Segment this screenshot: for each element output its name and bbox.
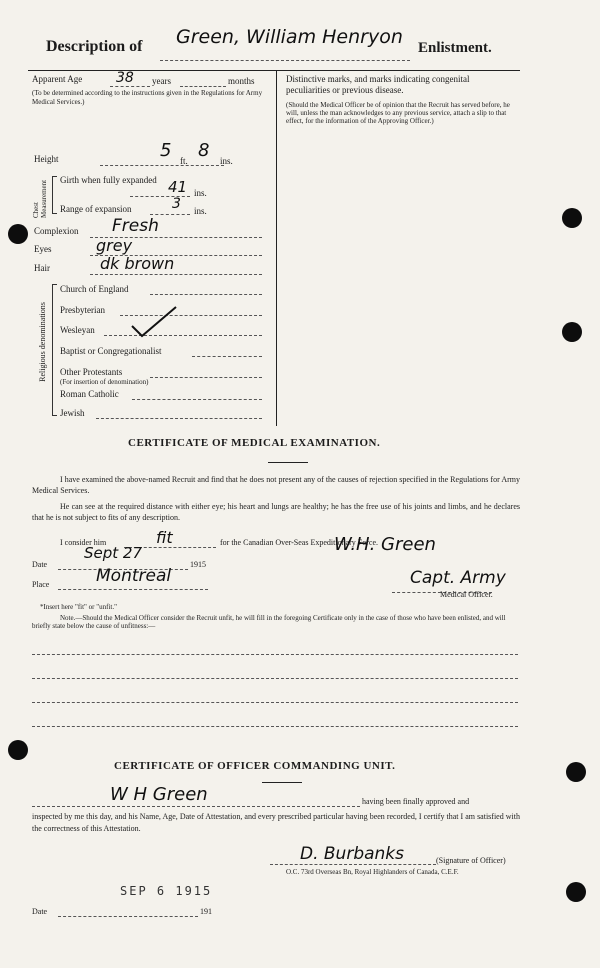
height-in-unit: ins. bbox=[220, 156, 233, 166]
punch-hole-right-3 bbox=[566, 762, 586, 782]
header-name-line bbox=[160, 60, 410, 61]
wesleyan-checkmark bbox=[130, 304, 180, 340]
girth-line bbox=[130, 196, 190, 197]
religious-denominations-label: Religious denominations bbox=[38, 302, 47, 382]
medical-para-2: He can see at the required distance with either eye; his heart and lungs are healthy; he has the free use of his joints and limbs, and he declares that he is not subject to fits of any description. bbox=[32, 502, 520, 522]
officer-signature-line bbox=[270, 864, 436, 865]
height-ft-unit: ft. bbox=[180, 156, 188, 166]
range-unit: ins. bbox=[194, 206, 207, 216]
range-value: 3 bbox=[172, 196, 181, 212]
chest-brace bbox=[52, 176, 57, 214]
apparent-age-label: Apparent Age bbox=[32, 74, 83, 84]
punch-hole-left-top bbox=[8, 224, 28, 244]
religion-presbyterian: Presbyterian bbox=[60, 305, 105, 315]
eyes-label: Eyes bbox=[34, 244, 52, 254]
officer-name-line bbox=[32, 806, 360, 807]
complexion-label: Complexion bbox=[34, 226, 79, 236]
religion-roman-catholic: Roman Catholic bbox=[60, 389, 119, 399]
punch-hole-right-2 bbox=[562, 322, 582, 342]
header-name-handwritten: Green, William Henryon bbox=[176, 26, 403, 48]
religion-brace bbox=[52, 284, 57, 416]
medical-unfit-note: Note.—Should the Medical Officer consider the Recruit unfit, he will fill in the foregoing Certificate only in the case of those who have been enlisted, and will briefly state below the cause of unfitness:— bbox=[32, 614, 506, 630]
religion-jewish: Jewish bbox=[60, 408, 85, 418]
apparent-age-months-line bbox=[180, 86, 226, 87]
medical-officer-signature: W.H. Green bbox=[334, 534, 436, 555]
height-label: Height bbox=[34, 154, 59, 164]
unfit-cause-line-3 bbox=[32, 702, 518, 703]
height-ft-value: 5 bbox=[160, 140, 172, 161]
religion-line-3 bbox=[104, 335, 262, 336]
religion-line-7 bbox=[96, 418, 262, 419]
medical-place-value: Montreal bbox=[96, 566, 172, 586]
punch-hole-right-4 bbox=[566, 882, 586, 902]
medical-date-year: 1915 bbox=[190, 560, 206, 569]
for-force-label: for the Canadian Over-Seas Expeditionary Force. bbox=[220, 538, 379, 547]
officer-date-line bbox=[58, 916, 198, 917]
consider-label: I consider him bbox=[60, 538, 107, 547]
medical-insert-note: *Insert here "fit" or "unfit." bbox=[40, 603, 117, 611]
officer-date-year: 191 bbox=[200, 907, 212, 916]
religion-wesleyan: Wesleyan bbox=[60, 325, 95, 335]
complexion-value: Fresh bbox=[112, 216, 159, 236]
unfit-cause-line-2 bbox=[32, 678, 518, 679]
officer-signature-label: (Signature of Officer) bbox=[436, 856, 506, 865]
distinctive-marks-note: (Should the Medical Officer be of opinion that the Recruit has served before, he will, unless the man acknowledges to any previous service, attach a slip to that effect, for the information of the Approving Officer.) bbox=[286, 101, 510, 125]
medical-date-value: Sept 27 bbox=[84, 544, 143, 562]
medical-place-label: Place bbox=[32, 580, 50, 589]
form-top-rule bbox=[28, 70, 520, 71]
religion-church-of-england: Church of England bbox=[60, 284, 129, 294]
range-label: Range of expansion bbox=[60, 204, 132, 214]
officer-certificate-title: CERTIFICATE OF OFFICER COMMANDING UNIT. bbox=[114, 760, 396, 772]
girth-label: Girth when fully expanded bbox=[60, 175, 157, 185]
apparent-age-note: (To be determined according to the instructions given in the Regulations for Army Medical Services.) bbox=[32, 89, 263, 106]
distinctive-marks-heading: Distinctive marks, and marks indicating congenital peculiarities or previous disease. bbox=[286, 74, 470, 95]
officer-title-rule bbox=[262, 782, 302, 783]
officer-unit-stamp: O.C. 73rd Overseas Bn, Royal Highlanders of Canada, C.E.F. bbox=[286, 868, 459, 876]
religion-line-6 bbox=[132, 399, 262, 400]
religion-other-protestants: Other Protestants bbox=[60, 367, 123, 377]
apparent-age-value: 38 bbox=[116, 70, 134, 86]
medical-para-1: I have examined the above-named Recruit and find that he does not present any of the causes of rejection specified in the Regulations for Army Medical Services. bbox=[32, 475, 520, 495]
medical-title-rule bbox=[268, 462, 308, 463]
officer-para: inspected by me this day, and his Name, Age, Date of Attestation, and every prescribed particular having been recorded, I certify that I am satisfied with the correctness of this Attestation. bbox=[32, 812, 520, 833]
fit-value: fit bbox=[156, 528, 173, 547]
religion-denomination-note: (For insertion of denomination) bbox=[60, 378, 149, 386]
apparent-age-years: years bbox=[152, 76, 171, 86]
date-stamp: SEP 6 1915 bbox=[120, 884, 213, 898]
medical-officer-label: Medical Officer. bbox=[440, 590, 493, 599]
range-line bbox=[150, 214, 190, 215]
medical-place-line bbox=[58, 589, 208, 590]
header-description-of: Description of bbox=[46, 38, 143, 55]
religion-line-1 bbox=[150, 294, 262, 295]
officer-date-label: Date bbox=[32, 907, 48, 916]
officer-recruit-name: W H Green bbox=[110, 784, 208, 805]
hair-line bbox=[90, 274, 262, 275]
officer-signature: D. Burbanks bbox=[300, 844, 405, 864]
medical-certificate-title: CERTIFICATE OF MEDICAL EXAMINATION. bbox=[128, 437, 381, 449]
height-line bbox=[100, 165, 224, 166]
header-enlistment: Enlistment. bbox=[418, 40, 492, 56]
girth-value: 41 bbox=[168, 178, 188, 196]
girth-unit: ins. bbox=[194, 188, 207, 198]
punch-hole-left-bottom bbox=[8, 740, 28, 760]
religion-line-4 bbox=[192, 356, 262, 357]
punch-hole-right-1 bbox=[562, 208, 582, 228]
unfit-cause-line-4 bbox=[32, 726, 518, 727]
eyes-value: grey bbox=[96, 236, 133, 255]
apparent-age-months: months bbox=[228, 76, 255, 86]
apparent-age-line bbox=[110, 86, 150, 87]
chest-measurement-label: Chest Measurement bbox=[32, 179, 48, 218]
unfit-cause-line-1 bbox=[32, 654, 518, 655]
hair-value: dk brown bbox=[100, 254, 175, 273]
medical-officer-rank-signature: Capt. Army bbox=[410, 568, 506, 588]
hair-label: Hair bbox=[34, 263, 50, 273]
height-in-value: 8 bbox=[198, 140, 210, 161]
medical-date-label: Date bbox=[32, 560, 48, 569]
officer-having-label: having been finally approved and bbox=[362, 797, 470, 806]
form-vertical-divider bbox=[276, 70, 277, 426]
religion-baptist: Baptist or Congregationalist bbox=[60, 346, 162, 356]
religion-line-5 bbox=[150, 377, 262, 378]
